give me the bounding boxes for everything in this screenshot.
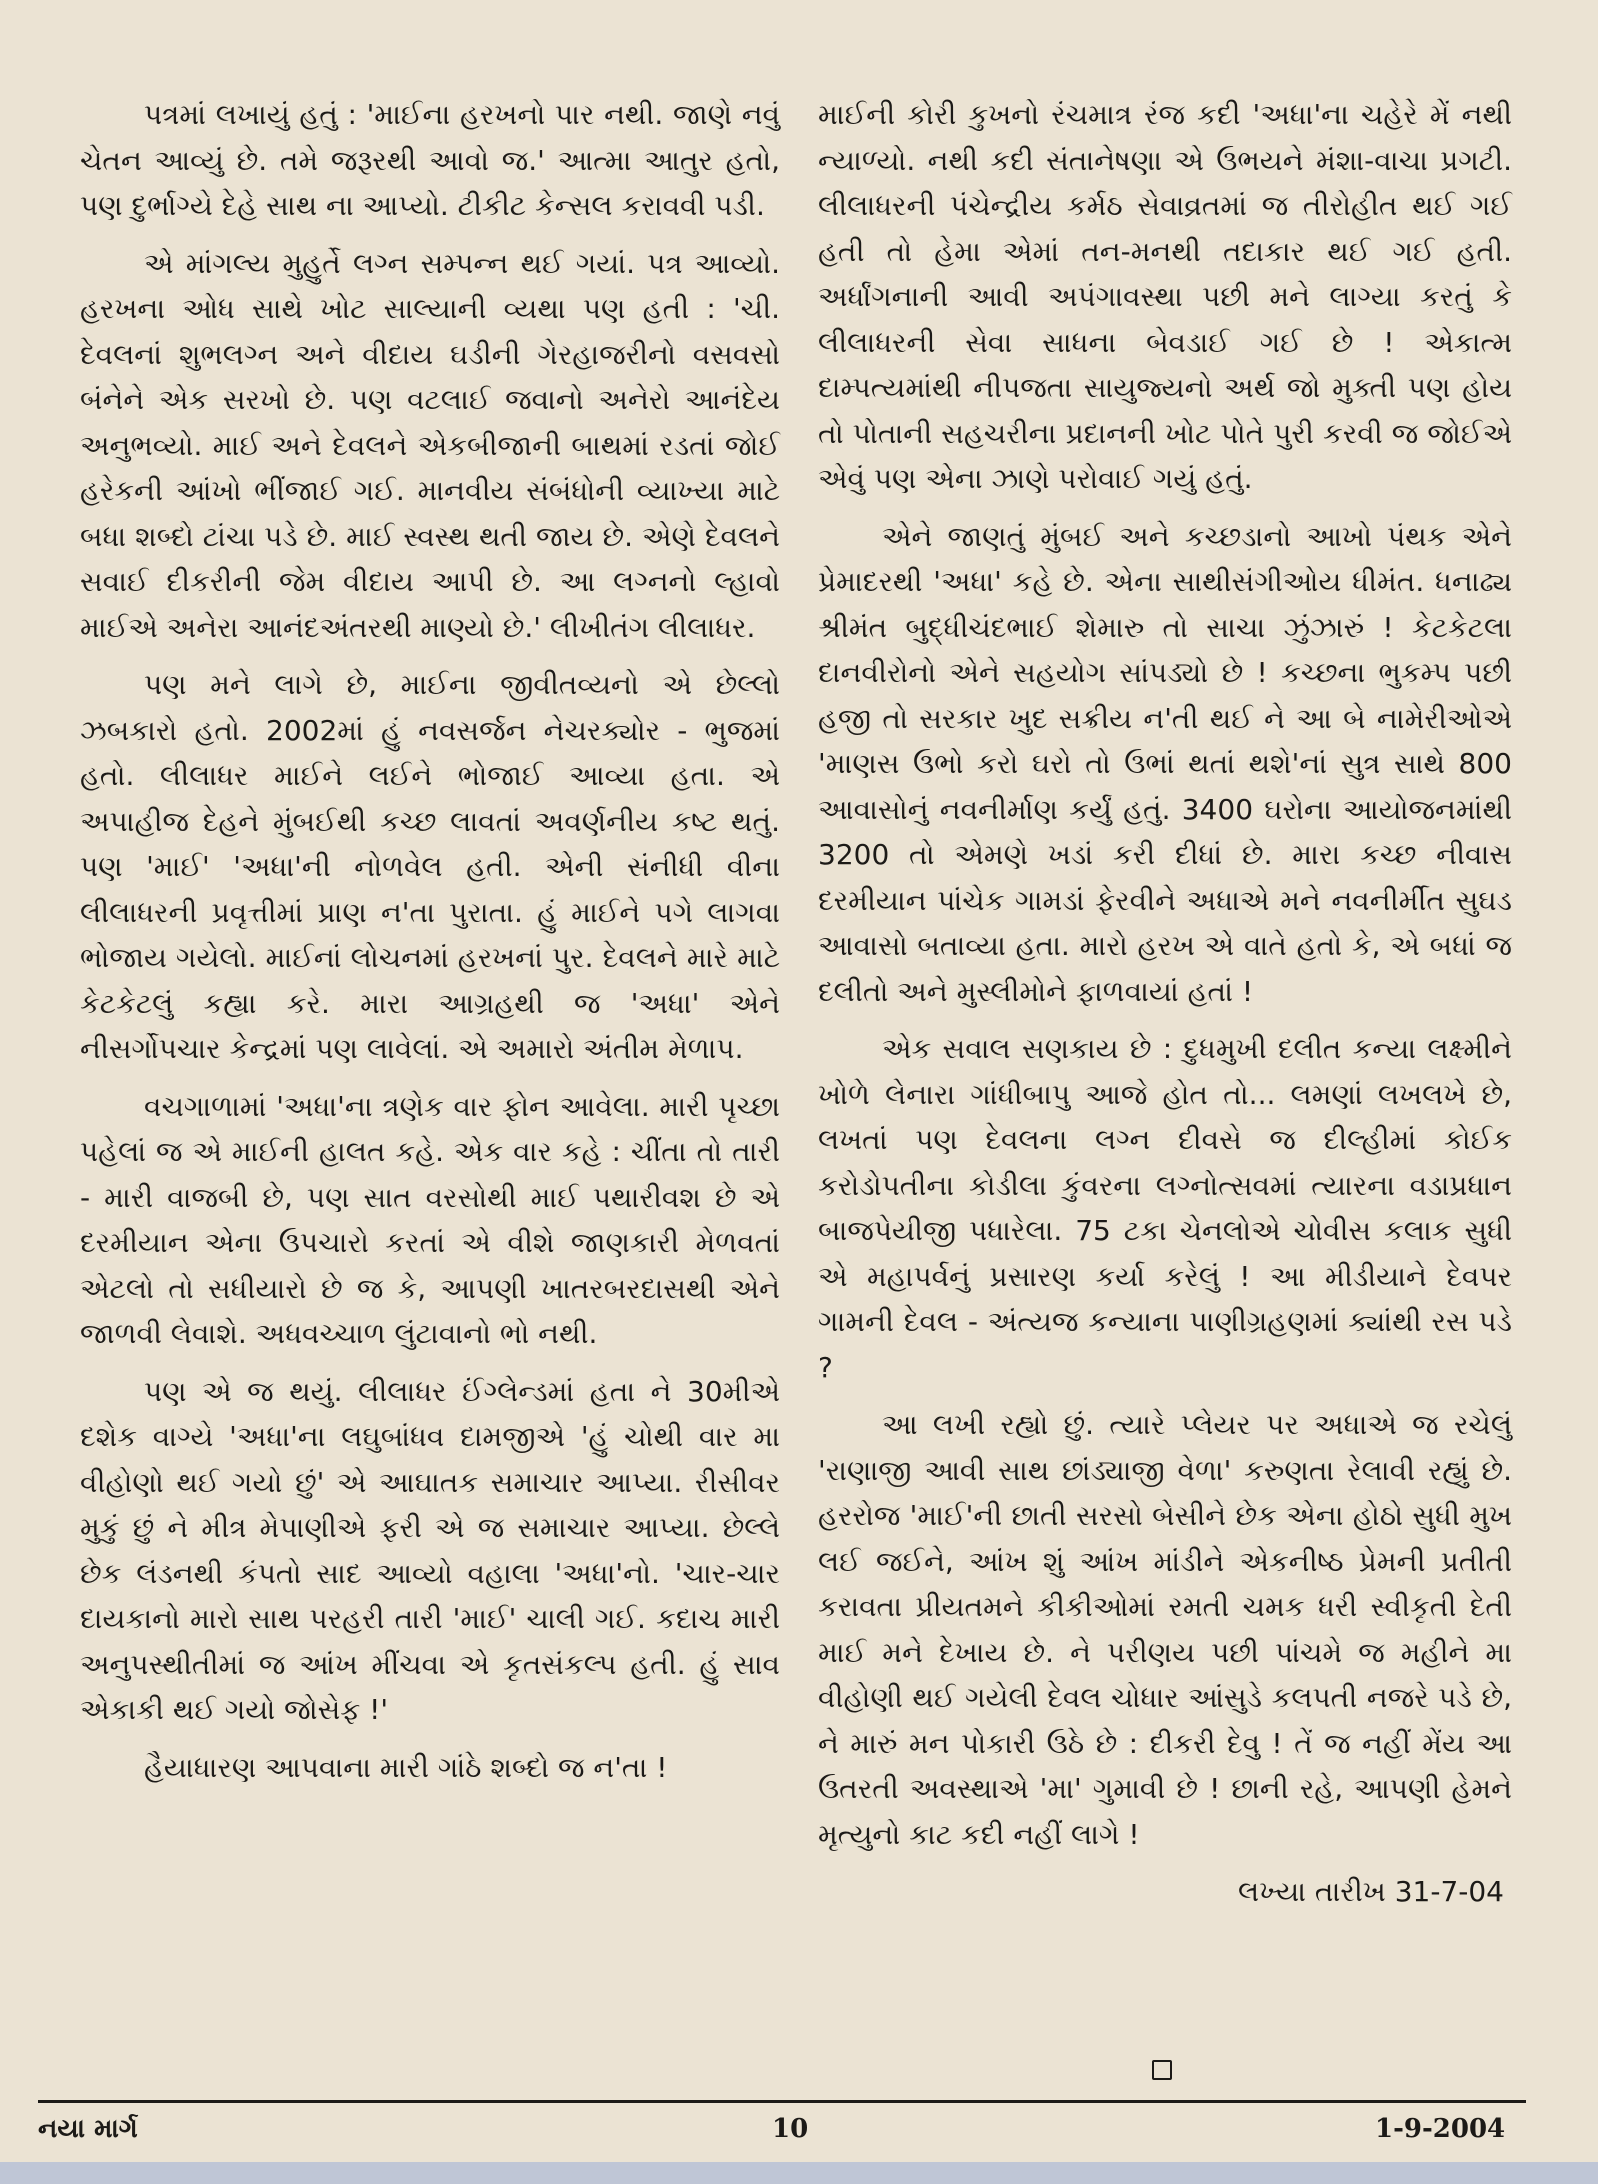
paragraph: વચગાળામાં 'અધા'ના ત્રણેક વાર ફોન આવેલા. મારી પૃચ્છા પહેલાં જ એ માઈની હાલત કહે. એક વાર કહે : ચીંતા તો તારી - મારી વાજબી છે, પણ સાત વરસોથી માઈ પથારીવશ છે એ દરમીયાન એના ઉપચારો કરતાં એ વીશે જાણકારી મેળવતાં એટલો તો સધીયારો છે જ કે, આપણી ખાતરબરદાસથી એને જાળવી લેવાશે. અધવચ્ચાળ લુંટાવાનો ભો નથી. [80,1089,780,1350]
scan-edge-band [0,2162,1598,2184]
paragraph: એને જાણતું મુંબઈ અને કચ્છડાનો આખો પંથક એને પ્રેમાદરથી 'અધા' કહે છે. એના સાથીસંગીઓય ધીમંત. ધનાઢ્ય શ્રીમંત બુદ્ધીચંદભાઈ શેમારુ તો સાચા ઝુંઝારું ! કેટકેટલા દાનવીરોનો એને સહયોગ સાંપડ્યો છે ! કચ્છના ભુકમ્પ પછી હજી તો સરકાર ખુદ સક્રીય ન'તી થઈ ને આ બે નામેરીઓએ 'માણસ ઉભો કરો ઘરો તો ઉભાં થતાં થશે'નાં સુત્ર સાથે 800 આવાસોનું નવનીર્માણ કર્યું હતું. 3400 ઘરોના આયોજનમાંથી 3200 તો એમણે ખડાં કરી દીધાં છે. મારા કચ્છ નીવાસ દરમીયાન પાંચેક ગામડાં ફેરવીને અધાએ મને નવનીર્મીત સુઘડ આવાસો બતાવ્યા હતા. મારો હરખ એ વાતે હતો કે, એ બધાં જ દલીતો અને મુસ્લીમોને ફાળવાયાં હતાં ! [818,519,1512,1008]
article-right-column [818,92,1512,1915]
end-of-article-square-icon [1152,2060,1172,2080]
paragraph: એ માંગલ્ય મુહુર્તે લગ્ન સમ્પન્ન થઈ ગયાં. પત્ર આવ્યો. હરખના ઓધ સાથે ખોટ સાલ્યાની વ્યથા પણ હતી : 'ચી. દેવલનાં શુભલગ્ન અને વીદાય ઘડીની ગેરહાજરીનો વસવસો બંનેને એક સરખો છે. પણ વટલાઈ જવાનો અનેરો આનંદેય અનુભવ્યો. માઈ અને દેવલને એકબીજાની બાથમાં રડતાં જોઈ હરેકની આંખો ભીંજાઈ ગઈ. માનવીય સંબંધોની વ્યાખ્યા માટે બધા શબ્દો ટાંચા પડે છે. માઈ સ્વસ્થ થતી જાય છે. એણે દેવલને સવાઈ દીકરીની જેમ વીદાય આપી છે. આ લગ્નનો લ્હાવો માઈએ અનેરા આનંદઅંતરથી માણ્યો છે.' લીખીતંગ લીલાધર. [80,246,780,644]
magazine-name: નયા માર્ગ [38,2114,138,2144]
written-date: લખ્યા તારીખ 31-7-04 [1238,1875,1504,1908]
paragraph: આ લખી રહ્યો છું. ત્યારે પ્લેયર પર અધાએ જ રચેલું 'રાણાજી આવી સાથ છાંડ્યાજી વેળા' કરુણતા રેલાવી રહ્યું છે. હરરોજ 'માઈ'ની છાતી સરસો બેસીને છેક એના હોઠો સુધી મુખ લઈ જઈને, આંખ શું આંખ માંડીને એકનીષ્ઠ પ્રેમની પ્રતીતી કરાવતા પ્રીયતમને કીકીઓમાં રમતી ચમક ધરી સ્વીકૃતી દેતી માઈ મને દેખાય છે. ને પરીણય પછી પાંચમે જ મહીને મા વીહોણી થઈ ગયેલી દેવલ ચોધાર આંસુડે કલપતી નજરે પડે છે, ને મારું મન પોકારી ઉઠે છે : દીકરી દેવુ ! તેં જ નહીં મેંય આ ઉતરતી અવસ્થાએ 'મા' ગુમાવી છે ! છાની રહે, આપણી હેમને મૃત્યુનો કાટ કદી નહીં લાગે ! [818,1408,1512,1851]
paragraph: પણ મને લાગે છે, માઈના જીવીતવ્યનો એ છેલ્લો ઝબકારો હતો. 2002માં હું નવસર્જન નેચરક્યોર - ભુજમાં હતો. લીલાધર માઈને લઈને ભોજાઈ આવ્યા હતા. એ અપાહીજ દેહને મુંબઈથી કચ્છ લાવતાં અવર્ણનીય કષ્ટ થતું. પણ 'માઈ' 'અધા'ની નોળવેલ હતી. એની સંનીધી વીના લીલાધરની પ્રવૃત્તીમાં પ્રાણ ન'તા પુરાતા. હું માઈને પગે લાગવા ભોજાય ગયેલો. માઈનાં લોચનમાં હરખનાં પુર. દેવલને મારે માટે કેટકેટલું કહ્યા કરે. મારા આગ્રહથી જ 'અધા' એને નીસર્ગોપચાર કેન્દ્રમાં પણ લાવેલાં. એ અમારો અંતીમ મેળાપ. [80,668,780,1065]
paragraph: માઈની કોરી કુખનો રંચમાત્ર રંજ કદી 'અધા'ના ચહેરે મેં નથી ન્યાળ્યો. નથી કદી સંતાનેષણા એ ઉભયને મંશા-વાચા પ્રગટી. લીલાધરની પંચેન્દ્રીય કર્મઠ સેવાવ્રતમાં જ તીરોહીત થઈ ગઈ હતી તો હેમા એમાં તન-મનથી તદાકાર થઈ ગઈ હતી. અર્ધાંગનાની આવી અપંગાવસ્થા પછી મને લાગ્યા કરતું કે લીલાધરની સેવા સાધના બેવડાઈ ગઈ છે ! એકાત્મ દામ્પત્યમાંથી નીપજતા સાયુજ્યનો અર્થ જો મુક્તી પણ હોય તો પોતાની સહચરીના પ્રદાનની ખોટ પોતે પુરી કરવી જ જોઈએ એવું પણ એના ઝાણે પરોવાઈ ગયું હતું. [818,98,1512,495]
page-number: 10 [772,2114,809,2144]
paragraph: હૈયાધારણ આપવાના મારી ગાંઠે શબ્દો જ ન'તા ! [144,1750,668,1784]
paragraph: પત્રમાં લખાયું હતું : 'માઈના હરખનો પાર નથી. જાણે નવું ચેતન આવ્યું છે. તમે જરૂરથી આવો જ.' આત્મા આતુર હતો, પણ દુર્ભાગ્યે દેહે સાથ ના આપ્યો. ટીકીટ કેન્સલ કરાવવી પડી. [80,98,780,222]
paragraph: એક સવાલ સણકાય છે : દુધમુખી દલીત કન્યા લક્ષ્મીને ખોળે લેનારા ગાંધીબાપુ આજે હોત તો... લમણાં લખલખે છે, લખતાં પણ દેવલના લગ્ન દીવસે જ દીલ્હીમાં કોઈક કરોડોપતીના કોડીલા કુંવરના લગ્નોત્સવમાં ત્યારના વડાપ્રધાન બાજપેયીજી પધારેલા. 75 ટકા ચેનલોએ ચોવીસ કલાક સુધી એ મહાપર્વનું પ્રસારણ કર્યા કરેલું ! આ મીડીયાને દેવપર ગામની દેવલ - અંત્યજ કન્યાના પાણીગ્રહણમાં ક્યાંથી રસ પડે ? [818,1032,1512,1384]
paragraph: પણ એ જ થયું. લીલાધર ઈંગ્લેન્ડમાં હતા ને 30મીએ દશેક વાગ્યે 'અધા'ના લઘુબાંધવ દામજીએ 'હું ચોથી વાર મા વીહોણો થઈ ગયો છું' એ આઘાતક સમાચાર આપ્યા. રીસીવર મુકું છું ને મીત્ર મેપાણીએ ફરી એ જ સમાચાર આપ્યા. છેલ્લે છેક લંડનથી કંપતો સાદ આવ્યો વહાલા 'અધા'નો. 'ચાર-ચાર દાયકાનો મારો સાથ પરહરી તારી 'માઈ' ચાલી ગઈ. કદાચ મારી અનુપસ્થીતીમાં જ આંખ મીંચવા એ કૃતસંકલ્પ હતી. હું સાવ એકાકી થઈ ગયો જોસેફ !' [80,1374,780,1726]
article-left-column [80,92,780,1802]
issue-date: 1-9-2004 [1375,2114,1506,2144]
footer-divider [38,2100,1526,2103]
